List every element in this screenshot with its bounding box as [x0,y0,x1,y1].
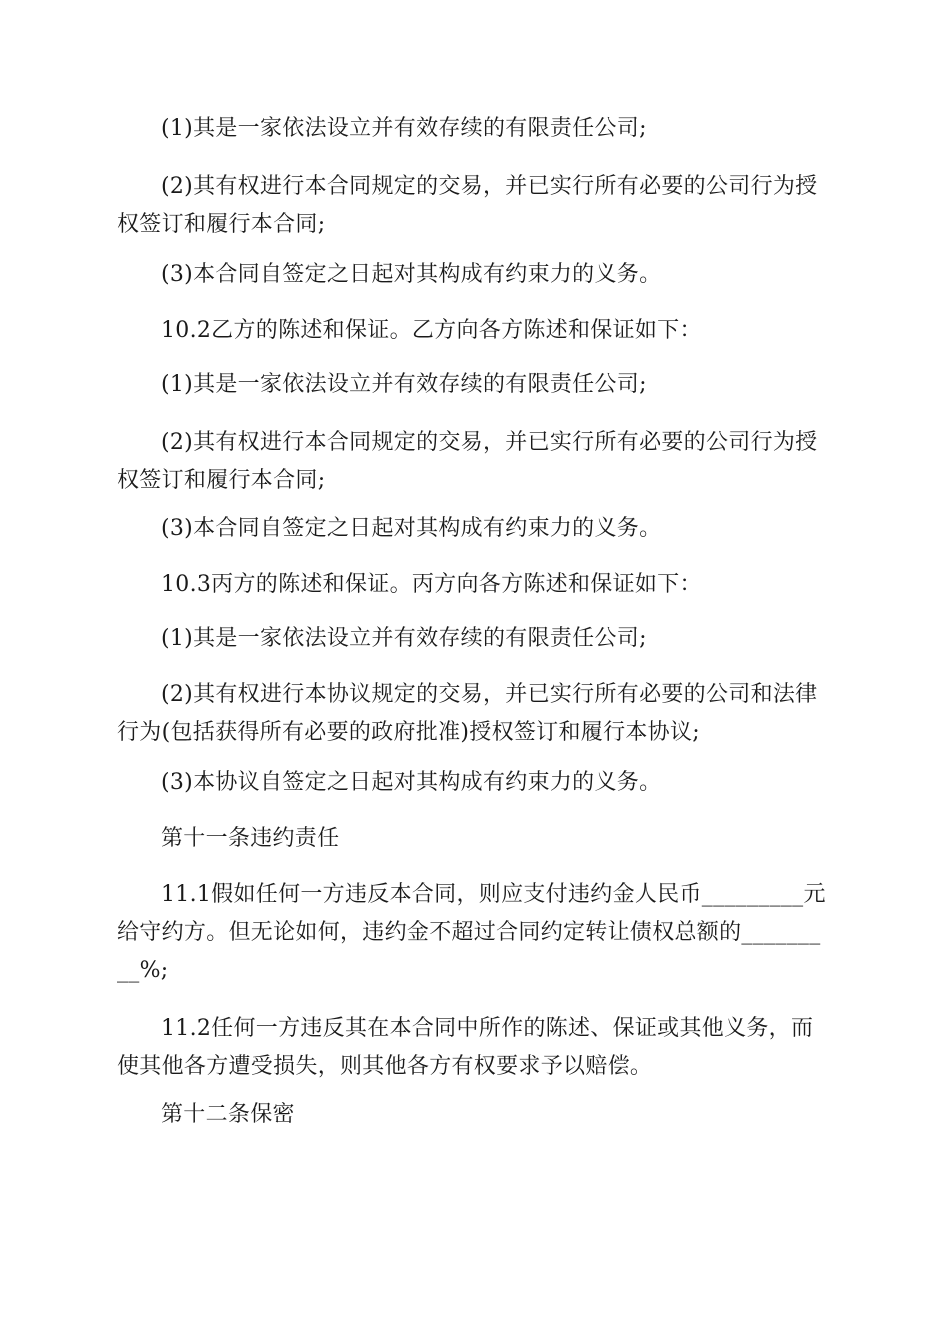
clause-10-1-item-3: (3)本合同自签定之日起对其构成有约束力的义务。 [161,262,662,287]
clause-11-1: 11.1假如任何一方违反本合同，则应支付违约金人民币_________元给守约方。但无论如何，违约金不超过合同约定转让债权总额的_________%; [117,882,826,983]
clause-10-2-item-1: (1)其是一家依法设立并有效存续的有限责任公司; [161,372,647,397]
clause-10-3-heading: 10.3丙方的陈述和保证。丙方向各方陈述和保证如下： [161,572,702,597]
clause-10-2-item-3: (3)本合同自签定之日起对其构成有约束力的义务。 [161,516,662,541]
article-11-heading: 第十一条违约责任 [161,826,340,851]
clause-10-3-item-1: (1)其是一家依法设立并有效存续的有限责任公司; [161,626,647,651]
clause-10-3-item-3: (3)本协议自签定之日起对其构成有约束力的义务。 [161,770,662,795]
article-12-heading: 第十二条保密 [161,1102,295,1127]
clause-10-3-item-2: (2)其有权进行本协议规定的交易，并已实行所有必要的公司和法律行为(包括获得所有必要的政府批准)授权签订和履行本协议; [117,682,818,745]
clause-10-2-heading: 10.2乙方的陈述和保证。乙方向各方陈述和保证如下： [161,318,702,343]
clause-10-1-item-2: (2)其有权进行本合同规定的交易，并已实行所有必要的公司行为授权签订和履行本合同; [117,174,818,237]
clause-11-2: 11.2任何一方违反其在本合同中所作的陈述、保证或其他义务，而使其他各方遭受损失，则其他各方有权要求予以赔偿。 [117,1016,814,1079]
clause-10-2-item-2: (2)其有权进行本合同规定的交易，并已实行所有必要的公司行为授权签订和履行本合同; [117,430,818,493]
clause-10-1-item-1: (1)其是一家依法设立并有效存续的有限责任公司; [161,116,647,141]
